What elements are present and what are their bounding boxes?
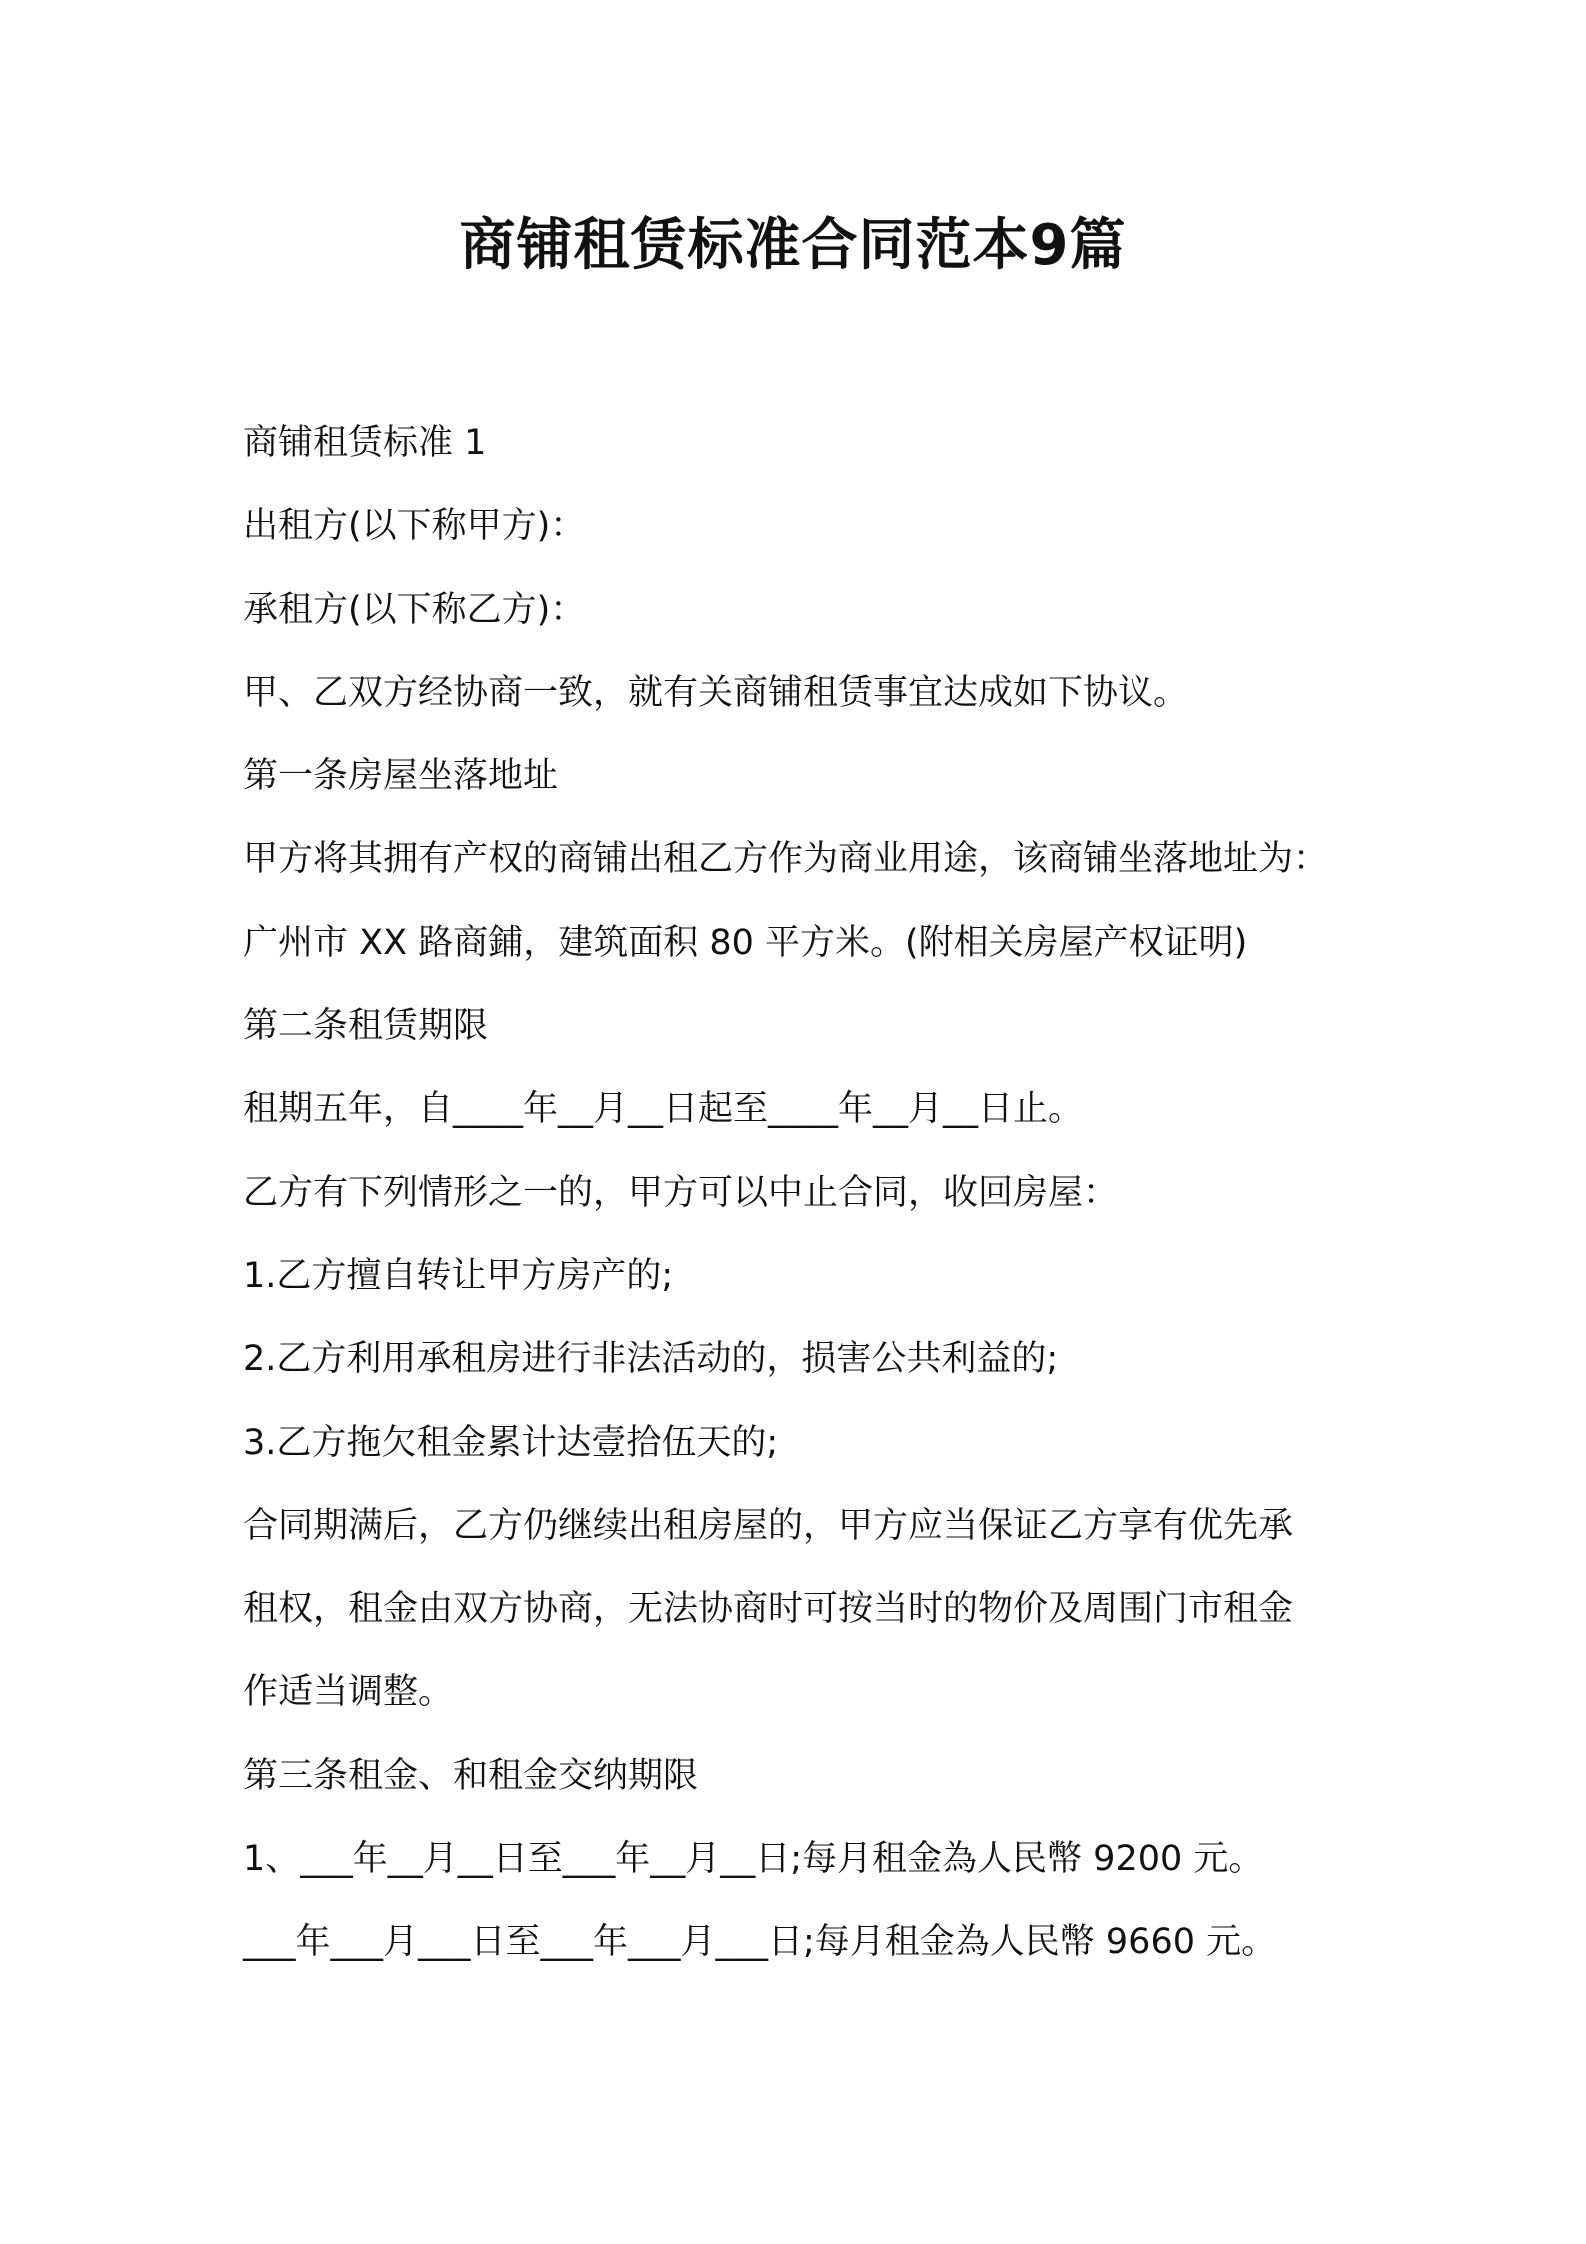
termination-condition-3: 3.乙方拖欠租金累计达壹拾伍天的;	[243, 1422, 779, 1463]
renewal-text-2: 租权，租金由双方协商，无法协商时可按当时的物价及周围门市租金	[243, 1589, 1294, 1630]
lessee-line: 承租方(以下称乙方)：	[243, 589, 586, 630]
article-1-heading: 第一条房屋坐落地址	[243, 756, 559, 797]
lessor-line: 出租方(以下称甲方)：	[243, 506, 586, 547]
lease-term-line: 租期五年，自____年__月__日起至____年__月__日止。	[243, 1089, 1084, 1130]
renewal-text-1: 合同期满后，乙方仍继续出租房屋的，甲方应当保证乙方享有优先承	[243, 1505, 1294, 1546]
agreement-intro: 甲、乙双方经协商一致，就有关商铺租赁事宜达成如下协议。	[243, 672, 1189, 713]
section-heading-lease-1: 商铺租赁标准 1	[243, 423, 487, 463]
article-1-text-2: 广州市 XX 路商鋪，建筑面积 80 平方米。(附相关房屋产权证明)	[243, 922, 1248, 963]
termination-condition-2: 2.乙方利用承租房进行非法活动的，损害公共利益的;	[243, 1339, 1059, 1380]
document-title: 商铺租赁标准合同范本9篇	[459, 213, 1127, 278]
document-body	[243, 402, 1423, 1985]
renewal-text-3: 作适当调整。	[243, 1672, 454, 1713]
rent-schedule-2: ___年___月___日至___年___月___日;每月租金為人民幣 9660 元。	[243, 1922, 1277, 1963]
rent-schedule-1: 1、___年__月__日至___年__月__日;每月租金為人民幣 9200 元。	[243, 1839, 1264, 1880]
article-2-heading: 第二条租赁期限	[243, 1006, 489, 1047]
termination-condition-1: 1.乙方擅自转让甲方房产的;	[243, 1255, 674, 1296]
article-1-text-1: 甲方将其拥有产权的商铺出租乙方作为商业用途，该商铺坐落地址为：	[243, 839, 1329, 880]
termination-conditions-intro: 乙方有下列情形之一的，甲方可以中止合同，收回房屋：	[243, 1172, 1119, 1213]
article-3-heading: 第三条租金、和租金交纳期限	[243, 1755, 699, 1796]
